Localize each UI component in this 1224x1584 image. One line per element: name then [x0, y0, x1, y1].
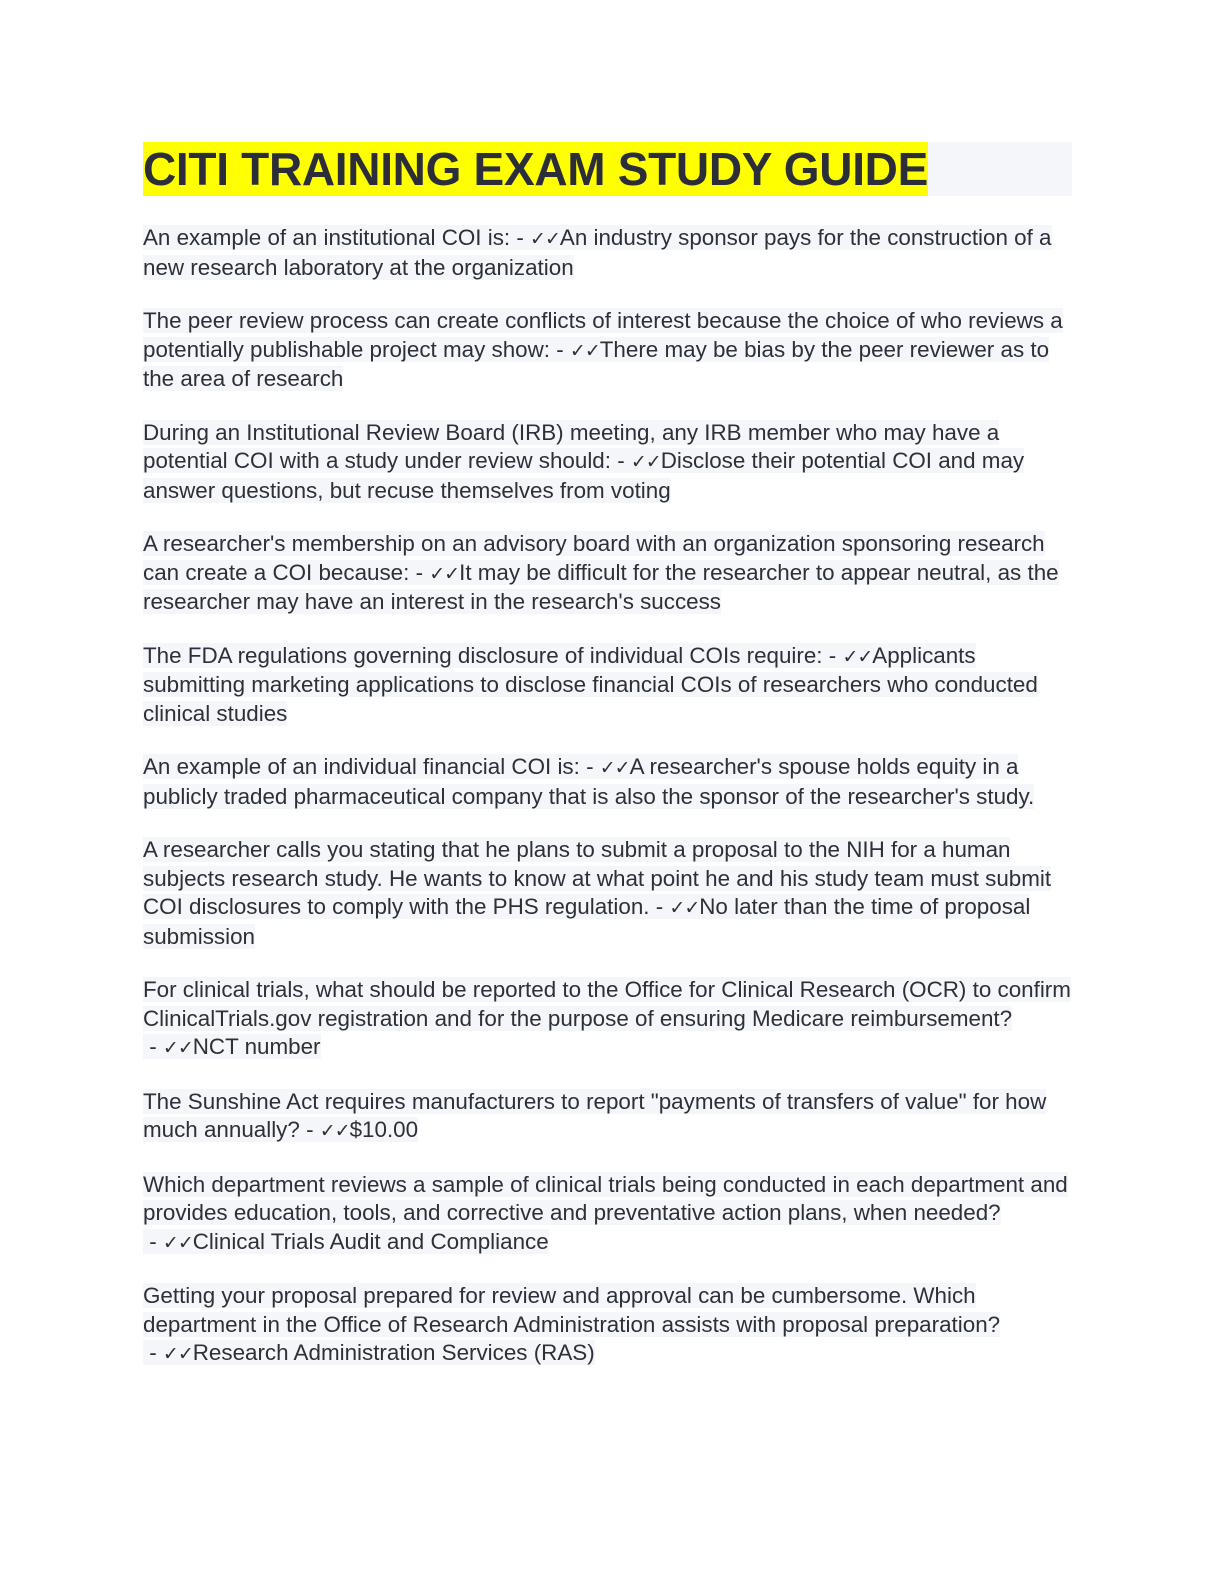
qa-item	[143, 1088, 1072, 1146]
question-text: For clinical trials, what should be reported to the Office for Clinical Research (OCR) to confirm ClinicalTrials.gov registration and for the purpose of ensuring Medicare reimbursement?	[143, 977, 1071, 1031]
question-text: During an Institutional Review Board (IRB) meeting, any IRB member who may have a potential COI with a study under review should:	[143, 419, 1000, 473]
question-text: The Sunshine Act requires manufacturers to report "payments of transfers of value" for how much annually?	[143, 1088, 1047, 1142]
double-check-icon: ✓✓	[569, 339, 600, 362]
answer-text: Clinical Trials Audit and Compliance	[192, 1228, 549, 1254]
double-check-icon: ✓✓	[319, 1120, 350, 1142]
separator: -	[143, 1228, 163, 1254]
qa-list	[143, 224, 1072, 1369]
qa-text	[143, 643, 1038, 726]
qa-text	[143, 837, 1051, 949]
answer-text: No later than the time of proposal submission	[143, 894, 1031, 949]
double-check-icon: ✓✓	[599, 757, 630, 779]
answer-text: Disclose their potential COI and may answer questions, but recuse themselves from voting	[143, 448, 1025, 503]
question-text: Getting your proposal prepared for review and approval can be cumbersome. Which department in the Office of Research Administration assists with proposal preparation?	[143, 1283, 1001, 1337]
answer-text: $10.00	[349, 1117, 419, 1142]
qa-text	[143, 1089, 1046, 1143]
double-check-icon: ✓✓	[429, 562, 460, 585]
qa-text	[143, 1283, 1000, 1365]
qa-item	[143, 530, 1072, 617]
document-page	[143, 142, 1072, 1394]
qa-item	[143, 753, 1072, 811]
double-check-icon: ✓✓	[162, 1037, 193, 1059]
qa-text	[143, 225, 1052, 280]
qa-item	[143, 642, 1072, 729]
qa-item	[143, 1171, 1072, 1258]
question-text: An example of an individual financial COI is:	[143, 754, 580, 779]
separator: -	[822, 642, 843, 668]
qa-item	[143, 224, 1072, 282]
qa-text	[143, 977, 1071, 1059]
qa-item	[143, 307, 1072, 394]
answer-text: NCT number	[192, 1034, 321, 1059]
answer-text: Research Administration Services (RAS)	[192, 1340, 595, 1365]
separator: -	[610, 448, 631, 473]
separator: -	[510, 225, 531, 250]
separator: -	[143, 1034, 163, 1059]
answer-text: There may be bias by the peer reviewer as to the area of research	[143, 336, 1050, 391]
double-check-icon: ✓✓	[842, 645, 873, 668]
qa-text	[143, 1172, 1068, 1254]
qa-item	[143, 419, 1072, 506]
qa-text	[143, 531, 1059, 614]
title-row	[143, 142, 1072, 196]
double-check-icon: ✓✓	[630, 451, 661, 473]
answer-text: An industry sponsor pays for the construction of a new research laboratory at the organization	[143, 225, 1052, 280]
qa-item	[143, 836, 1072, 951]
qa-text	[143, 420, 1024, 503]
qa-item	[143, 976, 1072, 1063]
separator: -	[550, 336, 570, 362]
question-text: A researcher's membership on an advisory board with an organization sponsoring research can create a COI because:	[143, 531, 1045, 585]
double-check-icon: ✓✓	[162, 1231, 193, 1254]
qa-text	[143, 754, 1034, 809]
separator: -	[143, 1340, 163, 1365]
qa-text	[143, 308, 1063, 391]
separator: -	[649, 894, 670, 919]
answer-text: It may be difficult for the researcher to appear neutral, as the researcher may have an interest in the research's success	[143, 559, 1059, 614]
question-text: The peer review process can create conflicts of interest because the choice of who reviews a potentially publishable project may show:	[143, 308, 1063, 362]
double-check-icon: ✓✓	[669, 897, 700, 919]
page-title: CITI TRAINING EXAM STUDY GUIDE	[143, 143, 928, 195]
question-text: The FDA regulations governing disclosure of individual COIs require:	[143, 642, 823, 668]
question-text: A researcher calls you stating that he plans to submit a proposal to the NIH for a human subjects research study. He wants to know at what point he and his study team must submit COI disclosures to comply with the PHS regulation.	[143, 837, 1052, 919]
question-text: Which department reviews a sample of clinical trials being conducted in each department and provides education, tools, and corrective and preventative action plans, when needed?	[143, 1171, 1068, 1225]
answer-text: Applicants submitting marketing applications to disclose financial COIs of researchers who conducted clinical studies	[143, 642, 1038, 726]
separator: -	[409, 559, 430, 585]
answer-text: A researcher's spouse holds equity in a publicly traded pharmaceutical company that is also the sponsor of the researcher's study.	[143, 754, 1035, 809]
separator: -	[299, 1117, 320, 1142]
qa-item	[143, 1282, 1072, 1369]
question-text: An example of an institutional COI is:	[143, 225, 511, 250]
separator: -	[579, 754, 600, 779]
double-check-icon: ✓✓	[162, 1343, 193, 1365]
double-check-icon: ✓✓	[530, 228, 560, 250]
